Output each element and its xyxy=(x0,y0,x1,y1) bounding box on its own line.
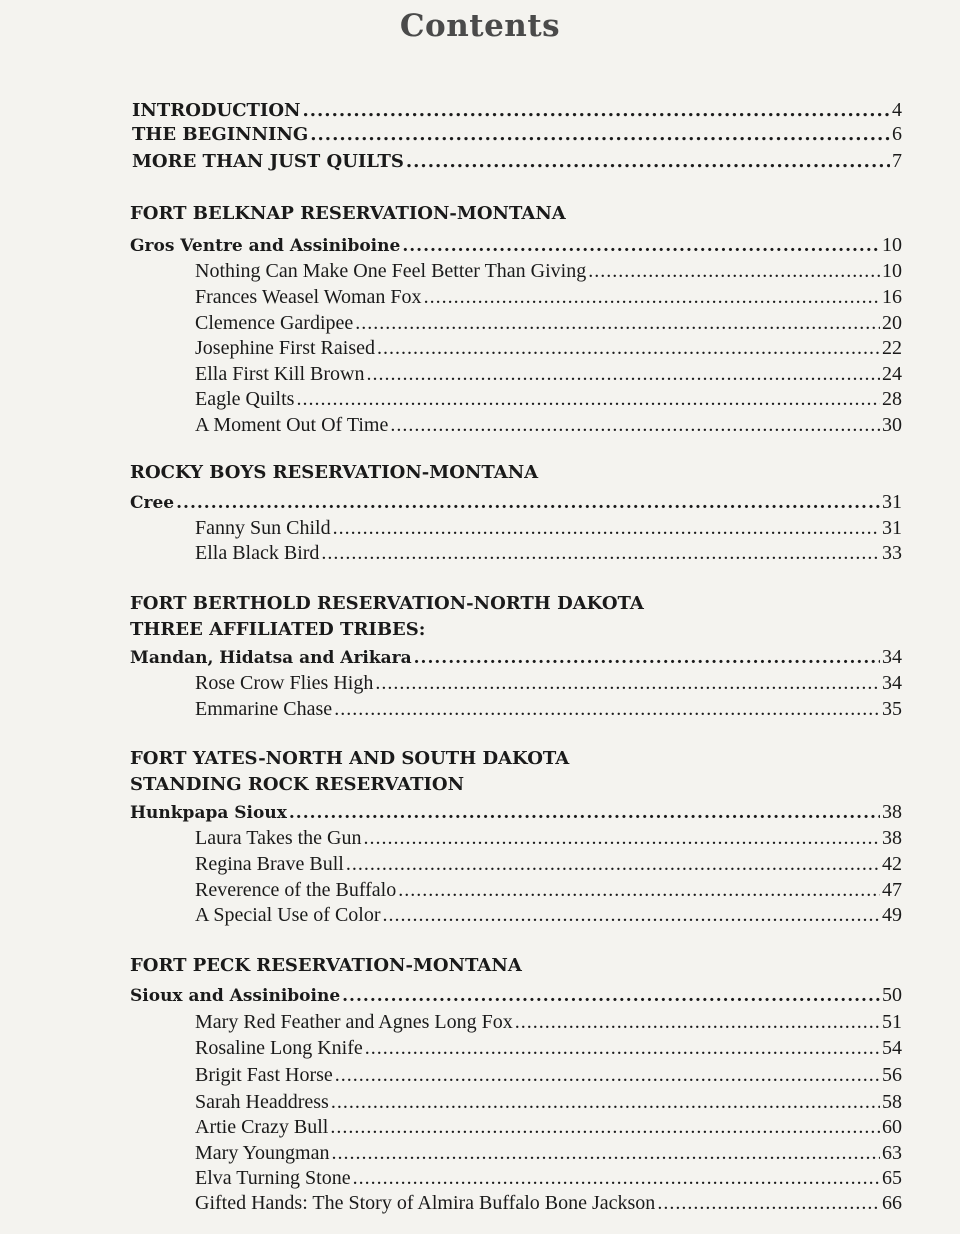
toc-entry xyxy=(195,259,902,284)
page-number: 10 xyxy=(882,260,902,282)
page-number: 28 xyxy=(882,388,902,410)
dot-leader xyxy=(515,1010,880,1035)
entry-label: Reverence of the Buffalo xyxy=(195,879,397,901)
dot-leader xyxy=(375,671,880,696)
dot-leader xyxy=(346,852,880,877)
dot-leader xyxy=(330,1115,880,1140)
page-number: 34 xyxy=(882,646,902,668)
entry-label: Mandan, Hidatsa and Arikara xyxy=(130,648,412,668)
page-title: Contents xyxy=(399,8,561,44)
front-entry xyxy=(132,98,902,123)
page-number: 56 xyxy=(882,1064,902,1086)
dot-leader xyxy=(424,285,880,310)
toc-entry xyxy=(195,1141,902,1166)
dot-leader xyxy=(398,878,880,903)
dot-leader xyxy=(366,362,880,387)
entry-label: Mary Red Feather and Agnes Long Fox xyxy=(195,1011,513,1033)
entry-label: Artie Crazy Bull xyxy=(195,1116,329,1138)
dot-leader xyxy=(289,801,880,826)
page-number: 65 xyxy=(882,1167,902,1189)
page-number: 31 xyxy=(882,491,902,513)
dot-leader xyxy=(353,1166,880,1191)
tribe-entry xyxy=(130,233,902,258)
page-number: 60 xyxy=(882,1116,902,1138)
dot-leader xyxy=(310,122,890,147)
toc-entry xyxy=(195,541,902,566)
entry-label: Gros Ventre and Assiniboine xyxy=(130,236,401,256)
page-number: 30 xyxy=(882,414,902,436)
dot-leader xyxy=(296,387,880,412)
entry-label: Clemence Gardipee xyxy=(195,312,354,334)
page-number: 34 xyxy=(882,672,902,694)
entry-label: Brigit Fast Horse xyxy=(195,1064,333,1086)
dot-leader xyxy=(303,98,891,123)
page-number: 50 xyxy=(882,984,902,1006)
entry-label: Ella First Kill Brown xyxy=(195,363,365,385)
dot-leader xyxy=(406,149,890,174)
entry-label: A Moment Out Of Time xyxy=(195,414,389,436)
dot-leader xyxy=(334,697,880,722)
toc-entry xyxy=(195,336,902,361)
page-number: 63 xyxy=(882,1142,902,1164)
dot-leader xyxy=(365,1036,880,1061)
page-number: 22 xyxy=(882,337,902,359)
entry-label: Frances Weasel Woman Fox xyxy=(195,286,422,308)
page-number: 33 xyxy=(882,542,902,564)
entry-label: Nothing Can Make One Feel Better Than Giving xyxy=(195,260,587,282)
front-entry xyxy=(132,149,902,174)
page-number: 49 xyxy=(882,904,902,926)
toc-entry xyxy=(195,1166,902,1191)
tribe-entry xyxy=(130,490,902,515)
tribe-entry xyxy=(130,800,902,825)
toc-entry xyxy=(195,671,902,696)
page-number: 54 xyxy=(882,1037,902,1059)
page-number: 66 xyxy=(882,1192,902,1214)
dot-leader xyxy=(176,491,880,516)
dot-leader xyxy=(377,336,880,361)
dot-leader xyxy=(414,646,880,671)
entry-label: Emmarine Chase xyxy=(195,698,333,720)
dot-leader xyxy=(364,826,880,851)
page-number: 10 xyxy=(882,234,902,256)
dot-leader xyxy=(383,903,880,928)
entry-label: INTRODUCTION xyxy=(132,100,301,121)
section-heading: THREE AFFILIATED TRIBES: xyxy=(130,619,426,640)
page-number: 38 xyxy=(882,827,902,849)
page-number: 4 xyxy=(892,99,902,121)
entry-label: Sarah Headdress xyxy=(195,1091,329,1113)
toc-entry xyxy=(195,413,902,438)
toc-entry xyxy=(195,852,902,877)
entry-label: Rosaline Long Knife xyxy=(195,1037,363,1059)
dot-leader xyxy=(333,516,880,541)
toc-entry xyxy=(195,1036,902,1061)
entry-label: Elva Turning Stone xyxy=(195,1167,351,1189)
front-entry xyxy=(132,122,902,147)
toc-entry xyxy=(195,1115,902,1140)
entry-label: Mary Youngman xyxy=(195,1142,330,1164)
entry-label: A Special Use of Color xyxy=(195,904,381,926)
section-heading: FORT BERTHOLD RESERVATION-NORTH DAKOTA xyxy=(130,593,644,614)
toc-entry xyxy=(195,878,902,903)
dot-leader xyxy=(342,984,880,1009)
toc-entry xyxy=(195,1090,902,1115)
toc-entry xyxy=(195,1191,902,1216)
entry-label: THE BEGINNING xyxy=(132,124,309,145)
dot-leader xyxy=(402,234,880,259)
dot-leader xyxy=(657,1191,880,1216)
entry-label: Cree xyxy=(130,493,175,513)
entry-label: Fanny Sun Child xyxy=(195,517,331,539)
entry-label: Rose Crow Flies High xyxy=(195,672,374,694)
dot-leader xyxy=(335,1063,880,1088)
toc-entry xyxy=(195,826,902,851)
dot-leader xyxy=(390,413,880,438)
dot-leader xyxy=(588,259,880,284)
page-number: 58 xyxy=(882,1091,902,1113)
tribe-entry xyxy=(130,645,902,670)
page-number: 38 xyxy=(882,801,902,823)
page-number: 31 xyxy=(882,517,902,539)
toc-entry xyxy=(195,1010,902,1035)
page-number: 47 xyxy=(882,879,902,901)
toc-entry xyxy=(195,516,902,541)
section-heading: FORT YATES-NORTH AND SOUTH DAKOTA xyxy=(130,748,570,769)
toc-entry xyxy=(195,311,902,336)
section-heading: FORT PECK RESERVATION-MONTANA xyxy=(130,955,522,976)
section-heading: STANDING ROCK RESERVATION xyxy=(130,774,465,795)
toc-entry xyxy=(195,285,902,310)
page-number: 7 xyxy=(892,150,902,172)
section-heading: ROCKY BOYS RESERVATION-MONTANA xyxy=(130,462,539,483)
page-number: 24 xyxy=(882,363,902,385)
toc-entry xyxy=(195,362,902,387)
entry-label: Eagle Quilts xyxy=(195,388,295,410)
page-number: 16 xyxy=(882,286,902,308)
page-number: 20 xyxy=(882,312,902,334)
section-heading: FORT BELKNAP RESERVATION-MONTANA xyxy=(130,203,566,224)
toc-entry xyxy=(195,903,902,928)
entry-label: MORE THAN JUST QUILTS xyxy=(132,151,404,172)
entry-label: Josephine First Raised xyxy=(195,337,375,359)
dot-leader xyxy=(331,1141,880,1166)
entry-label: Gifted Hands: The Story of Almira Buffalo Bone Jackson xyxy=(195,1192,656,1214)
entry-label: Ella Black Bird xyxy=(195,542,320,564)
toc-entry xyxy=(195,1063,902,1088)
toc-entry xyxy=(195,387,902,412)
entry-label: Regina Brave Bull xyxy=(195,853,344,875)
page-number: 6 xyxy=(892,123,902,145)
page-number: 51 xyxy=(882,1011,902,1033)
entry-label: Laura Takes the Gun xyxy=(195,827,362,849)
page-number: 35 xyxy=(882,698,902,720)
toc-entry xyxy=(195,697,902,722)
dot-leader xyxy=(355,311,880,336)
dot-leader xyxy=(331,1090,880,1115)
entry-label: Sioux and Assiniboine xyxy=(130,986,341,1006)
tribe-entry xyxy=(130,983,902,1008)
entry-label: Hunkpapa Sioux xyxy=(130,803,287,823)
page-number: 42 xyxy=(882,853,902,875)
dot-leader xyxy=(321,541,880,566)
